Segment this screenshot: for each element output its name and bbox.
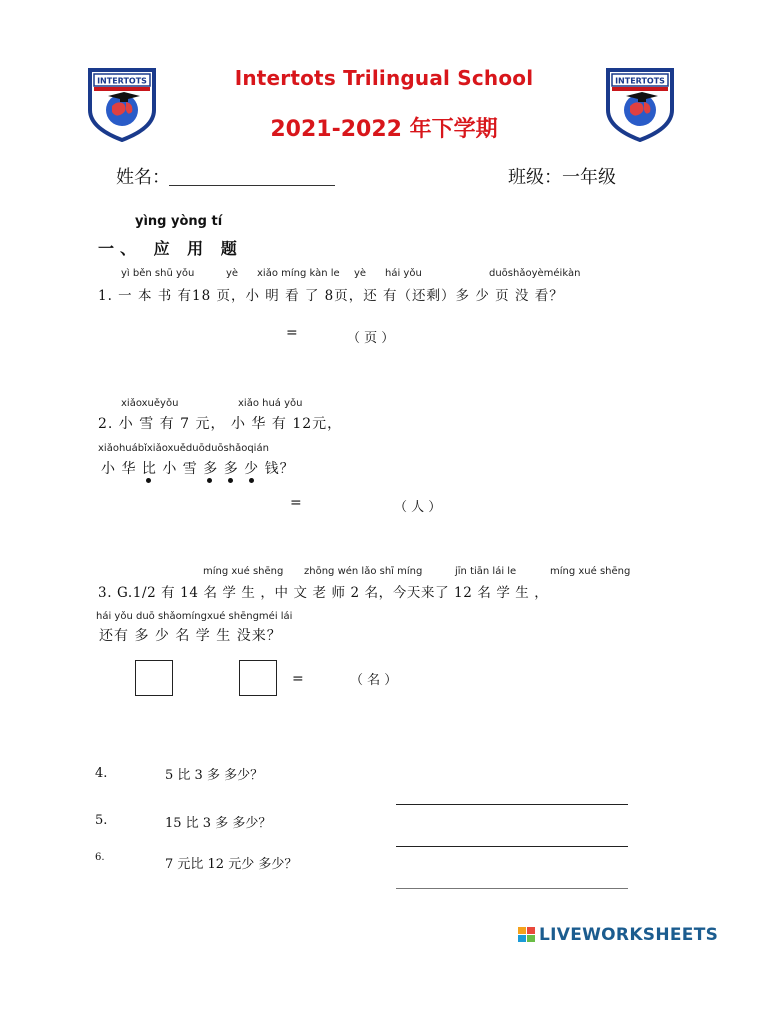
q1-unit: （ 页 ）	[347, 331, 395, 346]
answer-box[interactable]	[239, 660, 277, 696]
answer-box[interactable]	[135, 660, 173, 696]
q3-pinyin: jīn tiān lái le	[455, 566, 517, 577]
q3-pinyin: zhōng wén lǎo shī míng	[304, 566, 423, 577]
crest-text: INTERTOTS	[615, 76, 665, 86]
class-label: 班级：一年级	[508, 167, 616, 188]
section-title: 一、 应 用 题	[98, 239, 243, 258]
q6-answer-line[interactable]	[396, 887, 628, 889]
q2-text-2: 小 华 比 小 雪 多 多 少 钱？	[101, 461, 295, 477]
q2-pinyin: xiǎoxuěyǒu	[121, 398, 179, 409]
q4-number: 4.	[95, 766, 108, 781]
q6-text: 7 元比 12 元少 多少？	[165, 857, 298, 872]
q4-text: 5 比 3 多 多少？	[165, 768, 264, 783]
q1-text: 1. 一 本 书 有18 页，小 明 看 了 8页，还 有（还剩）多 少 页 没 看？	[98, 288, 564, 304]
section-pinyin: yìng yòng tí	[135, 214, 223, 229]
q2-unit: （ 人 ）	[394, 500, 442, 515]
q5-text: 15 比 3 多 多少？	[165, 816, 272, 831]
q1-pinyin: yè	[354, 268, 367, 279]
q3-pinyin: míng xué shēng	[203, 566, 284, 577]
emphasis-dot	[207, 478, 212, 483]
q2-pinyin-2: xiǎohuábǐxiǎoxuěduōduōshǎoqián	[98, 443, 269, 454]
q1-pinyin: xiǎo míng kàn le	[257, 268, 340, 279]
liveworksheets-blocks-icon	[518, 927, 536, 943]
q1-pinyin: yè	[226, 268, 239, 279]
emphasis-dot	[146, 478, 151, 483]
q3-text-2: 还有 多 少 名 学 生 没来？	[99, 628, 282, 644]
q3-equals: =	[292, 671, 305, 687]
school-name: Intertots Trilingual School	[234, 66, 534, 90]
q3-text-1: 3. G.1/2 有 14 名 学 生 ，中 文 老 师 2 名，今天来了 12 名 学 生 ，	[98, 585, 549, 601]
name-label: 姓名：	[116, 167, 170, 188]
q2-text-1: 2. 小 雪 有 7 元， 小 华 有 12元，	[98, 416, 343, 432]
term-title: 2021-2022 年下学期	[270, 117, 498, 142]
q3-pinyin: míng xué shēng	[550, 566, 631, 577]
q2-equals: =	[290, 495, 303, 511]
emphasis-dot	[228, 478, 233, 483]
q1-pinyin: yì běn shū yǒu	[121, 268, 195, 279]
q1-pinyin: duōshǎoyèméikàn	[489, 268, 581, 279]
crest-text: INTERTOTS	[97, 76, 147, 86]
q3-pinyin-2: hái yǒu duō shǎomíngxué shēngméi lái	[96, 611, 293, 622]
name-input-line[interactable]	[169, 184, 335, 186]
q1-equals: =	[286, 325, 299, 341]
q6-number: 6.	[95, 852, 105, 863]
q5-number: 5.	[95, 813, 108, 828]
q1-pinyin: hái yǒu	[385, 268, 422, 279]
liveworksheets-brand: LIVEWORKSHEETS	[539, 925, 719, 945]
q5-answer-line[interactable]	[396, 845, 628, 847]
q4-answer-line[interactable]	[396, 803, 628, 805]
liveworksheets-logo	[518, 925, 718, 945]
emphasis-dot	[249, 478, 254, 483]
q2-pinyin: xiǎo huá yǒu	[238, 398, 303, 409]
q3-unit: （ 名 ）	[350, 673, 398, 688]
